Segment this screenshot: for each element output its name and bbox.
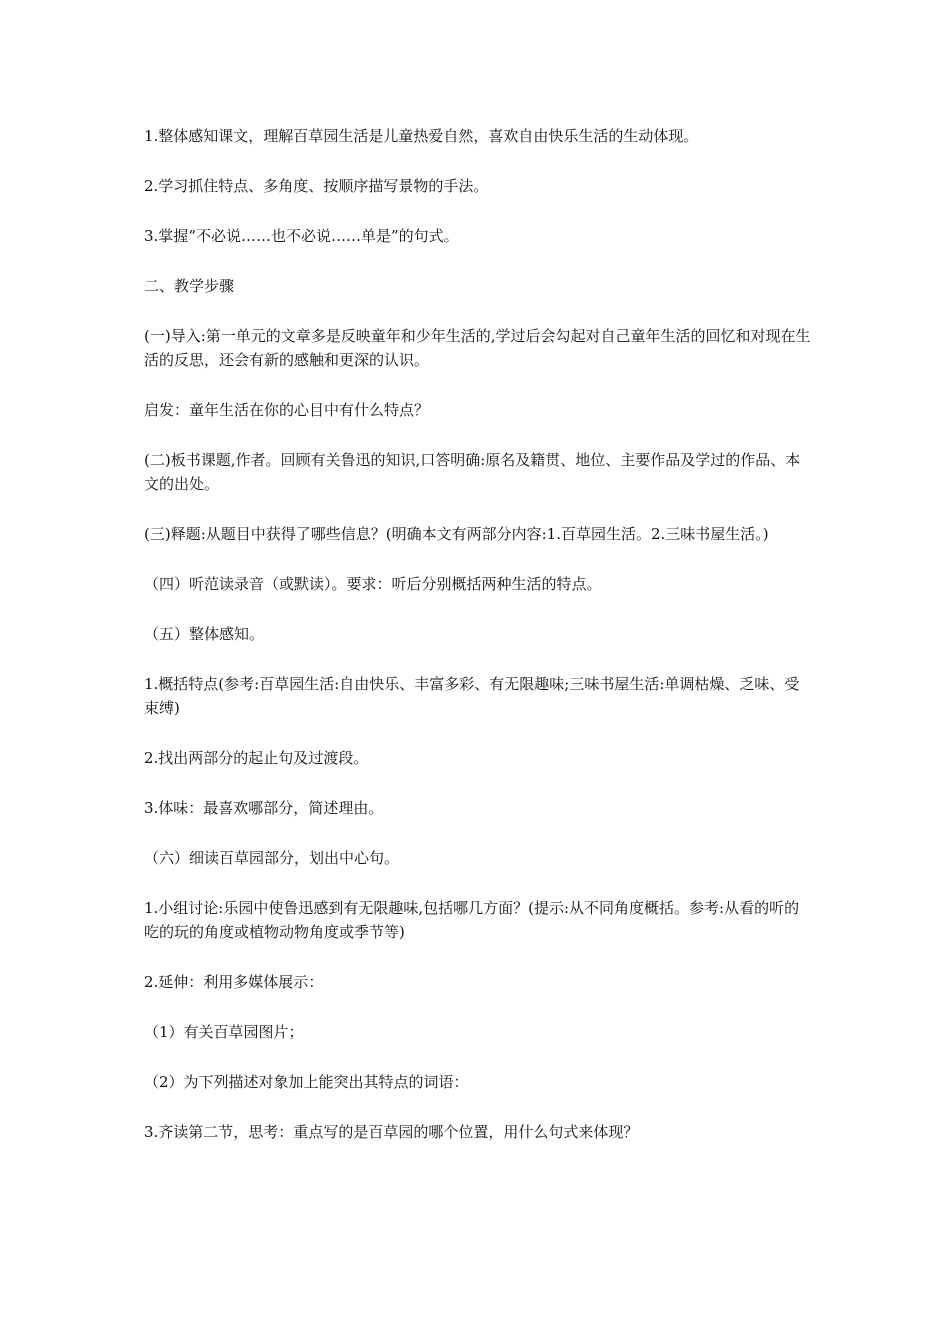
step-3-title-explanation: (三)释题:从题目中获得了哪些信息？(明确本文有两部分内容:1.百草园生活。2.三味书屋生活。) [144,525,769,543]
document-body [144,124,814,1170]
step-5-item-1: 1.概括特点(参考:百草园生活:自由快乐、丰富多彩、有无限趣味;三味书屋生活:单调枯燥、乏味、受束缚) [144,675,800,717]
step-6-sub-item-1: （1）有关百草园图片； [144,1023,304,1041]
step-4-listening: （四）听范读录音（或默读）。要求：听后分别概括两种生活的特点。 [144,575,602,593]
step-6-item-2: 2.延伸：利用多媒体展示： [144,973,324,991]
step-1-inspiration: 启发：童年生活在你的心目中有什么特点？ [144,401,430,419]
step-5-item-2: 2.找出两部分的起止句及过渡段。 [144,749,369,767]
step-5-item-3: 3.体味：最喜欢哪部分，简述理由。 [144,799,384,817]
step-1-introduction: (一)导入:第一单元的文章多是反映童年和少年生活的,学过后会勾起对自己童年生活的回忆和对现在生活的反思，还会有新的感触和更深的认识。 [144,327,811,369]
step-6-close-reading: （六）细读百草园部分，划出中心句。 [144,849,400,867]
objective-3: 3.掌握“不必说……也不必说……单是”的句式。 [144,227,459,245]
objective-1: 1.整体感知课文，理解百草园生活是儿童热爱自然，喜欢自由快乐生活的生动体现。 [144,127,699,145]
step-6-item-1: 1.小组讨论:乐园中使鲁迅感到有无限趣味,包括哪几方面？(提示:从不同角度概括。参考:从看的听的吃的玩的角度或植物动物角度或季节等) [144,899,800,941]
section-heading-teaching-steps: 二、教学步骤 [144,277,235,295]
step-2-title-author: (二)板书课题,作者。回顾有关鲁迅的知识,口答明确:原名及籍贯、地位、主要作品及学过的作品、本文的出处。 [144,451,801,493]
step-5-overall-perception: （五）整体感知。 [144,625,265,643]
step-6-item-3: 3.齐读第二节，思考：重点写的是百草园的哪个位置，用什么句式来体现？ [144,1123,639,1141]
objective-2: 2.学习抓住特点、多角度、按顺序描写景物的手法。 [144,177,489,195]
step-6-sub-item-2: （2）为下列描述对象加上能突出其特点的词语： [144,1073,469,1091]
